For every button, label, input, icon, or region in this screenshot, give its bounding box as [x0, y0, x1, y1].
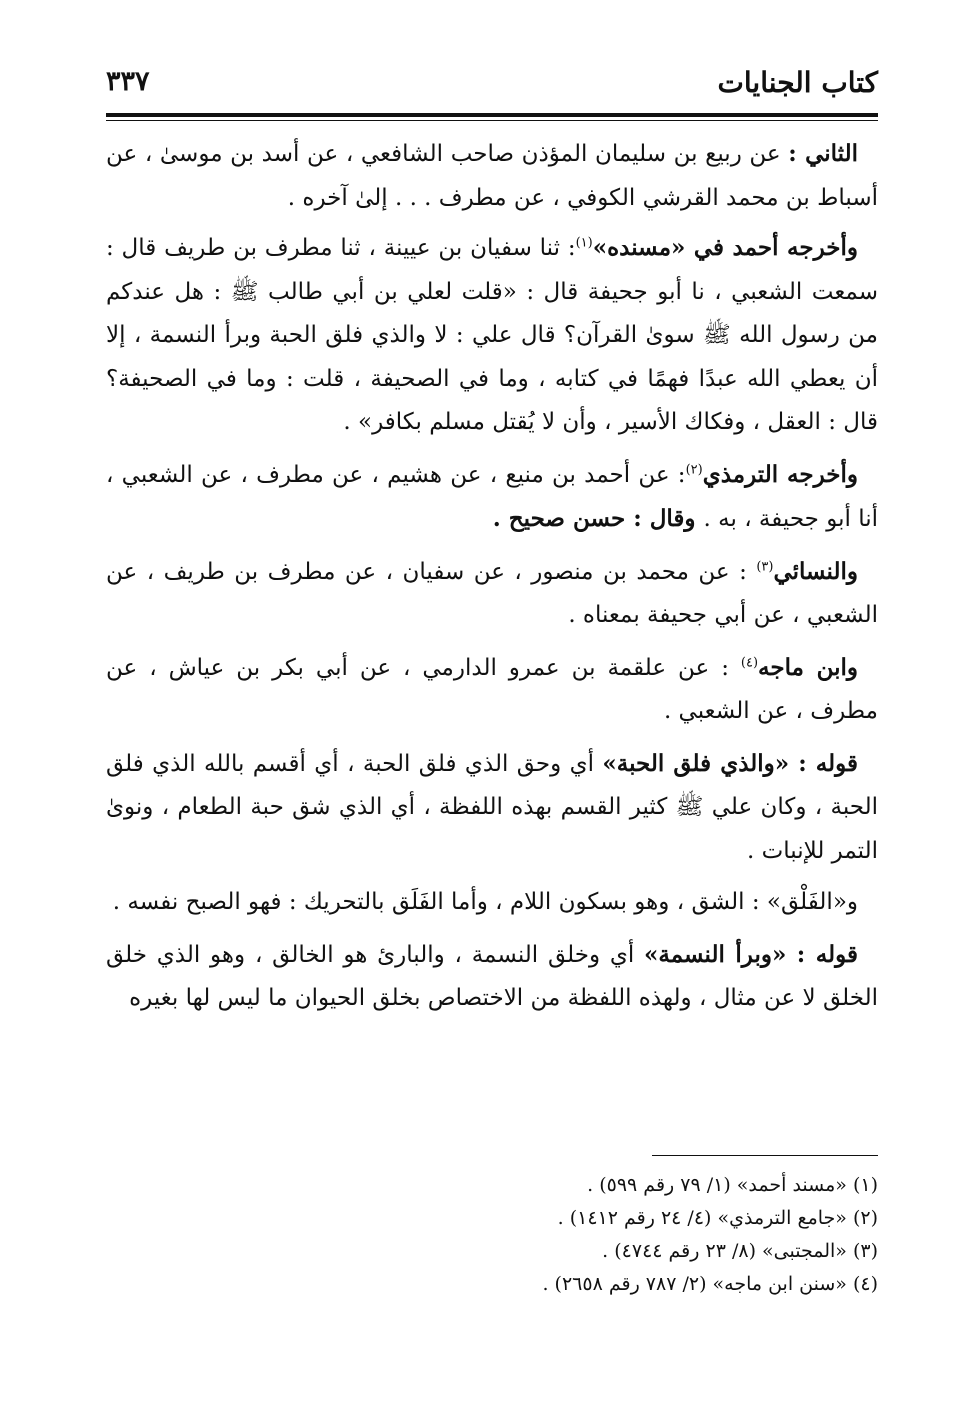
- footnote-ref: (٣): [756, 558, 774, 574]
- paragraph: [106, 933, 878, 1021]
- paragraph-lead: والنسائي: [773, 557, 858, 585]
- footnote-ref: (١): [575, 235, 593, 251]
- paragraph-text: أي وخلق النسمة ، والبارئ هو الخالق ، وهو الذي خلق الخلق لا عن مثال ، ولهذه اللفظة من الاختصاص بخلق الحيوان ما ليس لها بغيره: [106, 941, 878, 1011]
- paragraph-text: عن ربيع بن سليمان المؤذن صاحب الشافعي ، عن أسد بن موسىٰ ، عن أسباط بن محمد القرشي الكوفي ، عن مطرف . . . إلىٰ آخره .: [106, 141, 878, 211]
- header-rule-thin: [106, 120, 878, 121]
- paragraph-lead: وابن ماجه: [758, 653, 858, 681]
- paragraph-text: : ثنا سفيان بن عيينة ، ثنا مطرف بن طريف قال : سمعت الشعبي ، نا أبو جحيفة قال : «قلت لعلي بن أبي طالب ﷺ : هل عندكم من رسول الله ﷺ سوىٰ القرآن؟ قال علي : لا والذي فلق الحبة وبرأ النسمة ، إلا أن يعطي الله عبدًا فهمًا في كتابه ، وما في الصحيفة ، قلت : وما في الصحيفة؟ قال : العقل ، وفكاك الأسير ، وأن لا يُقتل مسلم بكافر» .: [106, 235, 878, 435]
- paragraph-text: : عن علقمة بن عمرو الدارمي ، عن أبي بكر بن عياش ، عن مطرف ، عن الشعبي .: [106, 654, 878, 724]
- footnote: (٢) «جامع الترمذي» (٤/ ٢٤ رقم ١٤١٢) .: [557, 1207, 878, 1229]
- footnote: (٤) «سنن ابن ماجه» (٢/ ٧٨٧ رقم ٢٦٥٨) .: [542, 1273, 878, 1295]
- header-rule-thick: [106, 113, 878, 117]
- paragraph-tail-bold: وقال : حسن صحيح .: [492, 505, 704, 532]
- footnote-separator: [652, 1155, 878, 1156]
- paragraph: [106, 226, 878, 445]
- paragraph: [106, 881, 878, 925]
- footnote-ref: (٤): [740, 654, 759, 670]
- footnote: (١) «مسند أحمد» (١/ ٧٩ رقم ٥٩٩) .: [587, 1174, 878, 1196]
- footnotes: [106, 1170, 878, 1302]
- paragraph: [106, 453, 878, 542]
- paragraph: [106, 742, 878, 874]
- paragraph-text: و«الفَلْق» : الشق ، وهو بسكون اللام ، وأما الفَلَق بالتحريك : فهو الصبح نفسه .: [112, 889, 858, 915]
- chapter-title: كتاب الجنايات: [717, 66, 878, 99]
- paragraph: [106, 646, 878, 734]
- paragraph-lead: قوله : «والذي فلق الحبة»: [602, 749, 858, 777]
- paragraph-lead: وأخرجه الترمذي: [702, 460, 858, 488]
- footnote-ref: (٢): [685, 461, 703, 477]
- paragraph: [106, 550, 878, 638]
- paragraph-lead: الثاني :: [788, 140, 858, 167]
- paragraph-text: أي وحق الذي فلق الحبة ، أي أقسم بالله الذي فلق الحبة ، وكان علي ﷺ كثير القسم بهذه اللفظة ، أي الذي شق حبة الطعام ، ونوىٰ التمر للإنبات .: [106, 750, 878, 864]
- paragraph-lead: وأخرجه أحمد في «مسنده»: [592, 234, 858, 261]
- footnote: (٣) «المجتبى» (٨/ ٢٣ رقم ٤٧٤٤) .: [602, 1240, 878, 1262]
- paragraph-text: : عن أحمد بن منيع ، عن هشيم ، عن مطرف ، عن الشعبي ، أنا أبو جحيفة ، به .: [106, 461, 878, 532]
- paragraph: [106, 132, 878, 220]
- paragraph-text: : عن محمد بن منصور ، عن سفيان ، عن مطرف بن طريف ، عن الشعبي ، عن أبي جحيفة بمعناه .: [106, 558, 878, 628]
- main-text: [106, 132, 878, 1029]
- page-number: ٣٣٧: [106, 66, 150, 97]
- paragraph-lead: قوله : «وبرأ النسمة»: [644, 940, 858, 968]
- page-header: [106, 62, 878, 112]
